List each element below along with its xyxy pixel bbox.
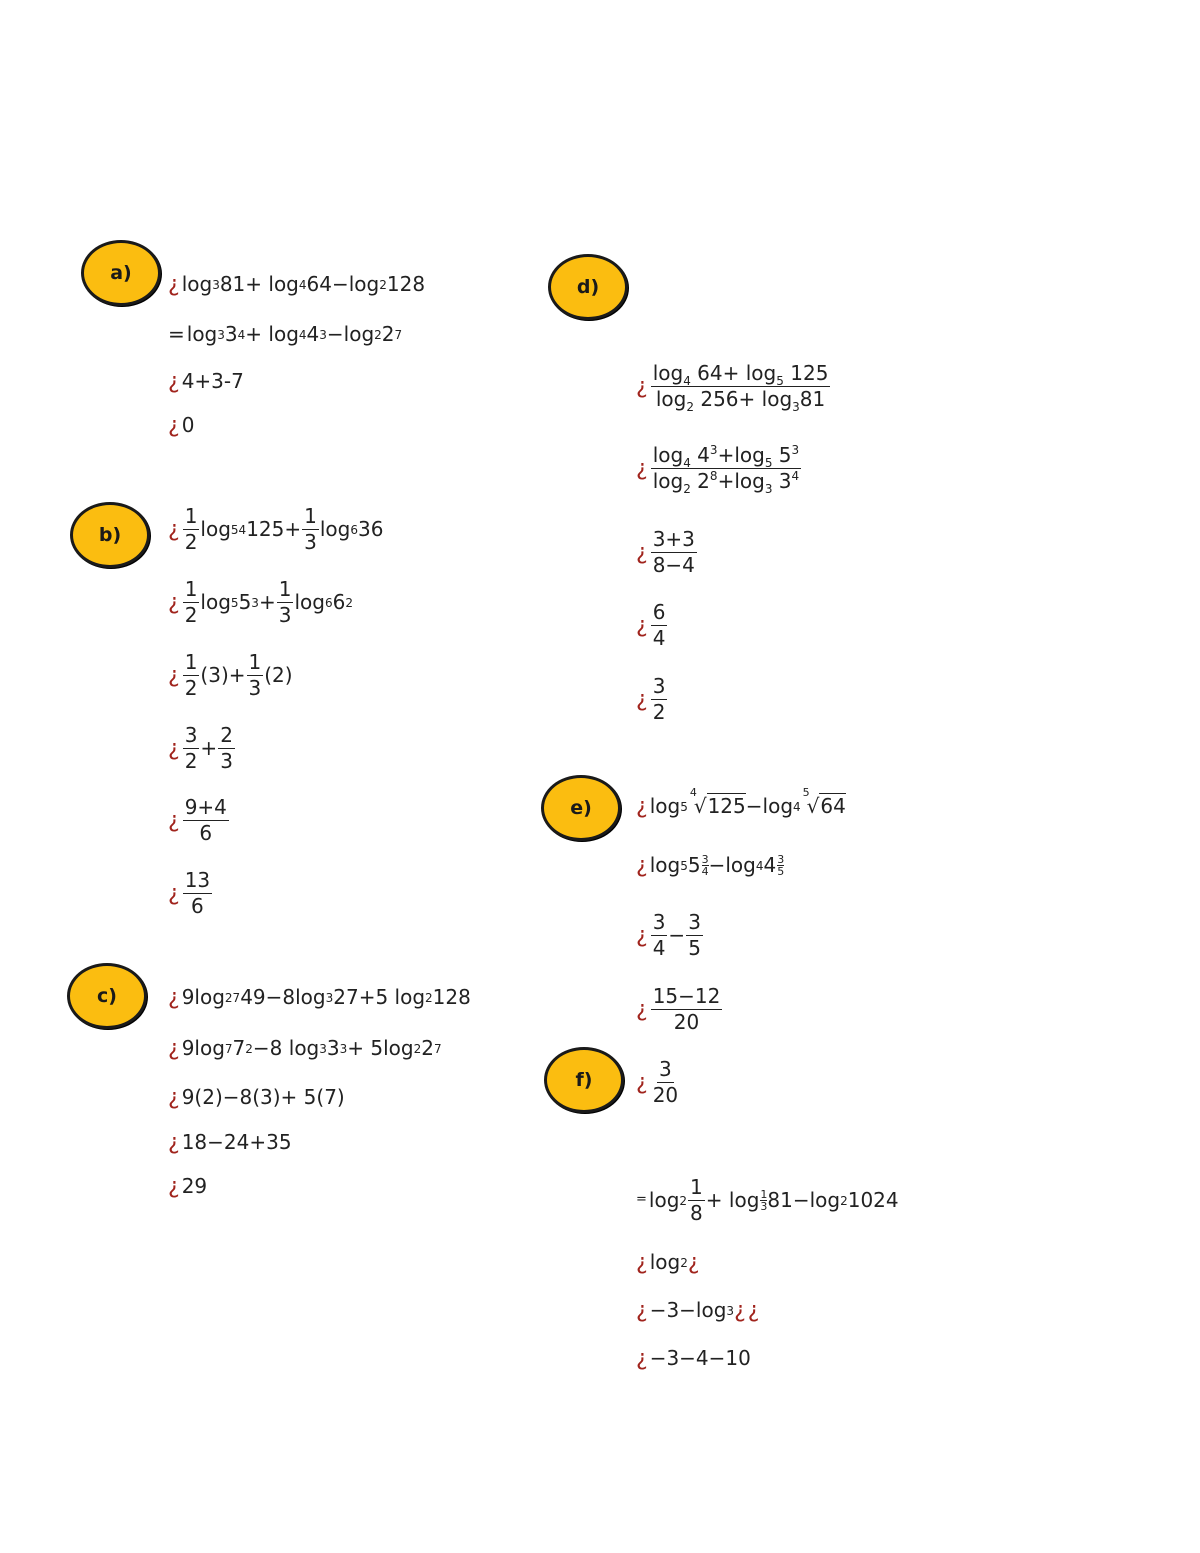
denominator: 5 [777, 865, 785, 879]
text: log [181, 272, 213, 297]
inverted-question-mark: ¿ [636, 1298, 648, 1323]
numerator: 1 [184, 504, 198, 528]
inverted-question-mark: ¿ [636, 996, 648, 1022]
text: log [652, 443, 684, 467]
inverted-question-mark: ¿ [636, 1346, 648, 1371]
exponent: 8 [709, 469, 718, 483]
text: + [200, 736, 218, 760]
text: 4 [690, 443, 710, 467]
log-base: 4 [683, 374, 691, 388]
inverted-question-mark: ¿ [636, 794, 648, 819]
text: −log [326, 322, 375, 346]
inverted-question-mark: ¿ [168, 1036, 180, 1061]
text: 4 [763, 853, 777, 878]
text: log [186, 322, 218, 346]
denominator: 4 [701, 865, 709, 879]
inverted-question-mark: ¿ [168, 985, 180, 1010]
fraction [247, 651, 264, 700]
b-line-4 [168, 724, 236, 773]
fraction [688, 1176, 705, 1225]
inverted-question-mark: ¿ [636, 1069, 648, 1095]
fraction [183, 505, 200, 554]
text: + log [705, 1188, 760, 1212]
denominator: 2 [184, 603, 198, 627]
fractional-exponent [702, 854, 709, 877]
root-index: 5 [802, 786, 810, 800]
b-line-5 [168, 796, 230, 845]
inverted-question-mark: ¿ [168, 662, 180, 688]
a-line-2: = log 3 3 4 + log 4 4 3 −log 2 2 7 [168, 322, 403, 346]
text: 49−8log [240, 985, 326, 1010]
text: 4+3-7 [181, 369, 244, 394]
inverted-question-mark: ¿ [168, 272, 180, 297]
log-base: 3 [792, 400, 800, 414]
numerator: 3 [701, 853, 709, 867]
numerator: 3 [184, 723, 198, 747]
text: log [649, 853, 681, 878]
numerator: 1 [184, 650, 198, 674]
fraction [183, 869, 212, 918]
text: log [319, 517, 351, 541]
numerator: 3 [777, 853, 785, 867]
text: 18−24+35 [181, 1130, 292, 1155]
c-line-2: ¿ 9log 7 7 2 −8 log 3 3 3 + 5log 2 2 7 [168, 1036, 442, 1061]
text: +log [717, 443, 765, 467]
text: 3 [772, 469, 792, 493]
fraction [651, 528, 697, 577]
text: 4 [306, 322, 320, 346]
inverted-question-mark: ¿ [636, 686, 648, 712]
text: log [652, 469, 684, 493]
d-line-3 [636, 528, 698, 577]
fractional-exponent [777, 854, 784, 877]
log-base: 5 [764, 456, 773, 470]
d-line-1 [636, 361, 831, 414]
fraction [651, 1058, 680, 1107]
text: log [655, 387, 687, 411]
text: 7 [232, 1036, 246, 1061]
nth-root [802, 786, 846, 819]
exponent: 4 [791, 469, 800, 483]
numerator: 1 [690, 1175, 703, 1199]
denominator: 2 [652, 700, 666, 724]
numerator: 6 [652, 600, 666, 624]
inverted-question-mark: ¿ [636, 539, 648, 565]
text: −log [708, 853, 756, 878]
text: log [200, 590, 231, 614]
denominator: 3 [220, 749, 233, 773]
inverted-question-mark: ¿ [636, 373, 648, 399]
numerator: 3 [688, 910, 701, 934]
text: 2 [421, 1036, 434, 1061]
fraction [183, 724, 200, 773]
b-line-2: ¿ $\frac{1}{2}$ log 5 5 3 + $\frac{1}{3}$ log 6 6 2 [168, 577, 353, 627]
log-base: 2 [686, 400, 694, 414]
inverted-question-mark: ¿ [168, 735, 180, 761]
text: 128 [432, 985, 471, 1010]
numerator: 3+3 [652, 527, 695, 551]
text: 2 [690, 469, 710, 493]
inverted-question-mark: ¿ [636, 853, 648, 878]
fraction [277, 578, 294, 627]
text: 128 [386, 272, 426, 297]
inverted-question-mark: ¿ [636, 612, 648, 638]
denominator: 6 [199, 821, 213, 845]
text: 2 [381, 322, 395, 346]
fraction [302, 505, 319, 554]
denominator: 8−4 [652, 553, 695, 577]
fraction [651, 361, 831, 414]
numerator: 1 [278, 577, 292, 601]
text: 0 [181, 413, 195, 438]
exponent: 3 [791, 443, 800, 457]
text: + log [245, 322, 299, 346]
text: 9(2)−8(3)+ 5(7) [181, 1085, 345, 1110]
label-b-badge: b) [70, 502, 150, 568]
text: 3 [326, 1036, 340, 1061]
numerator: 15−12 [652, 984, 721, 1008]
text: 64−log [306, 272, 380, 297]
fraction [651, 601, 668, 650]
fraction [651, 675, 668, 724]
text: 5 [238, 590, 252, 614]
inverted-question-mark: ¿ [687, 1250, 700, 1275]
denominator: 2 [184, 676, 198, 700]
a-line-1: ¿ log 3 81+ log 4 64−log 2 128 [168, 272, 426, 297]
denominator: 2 [184, 749, 198, 773]
denominator [654, 387, 827, 414]
text: 27+5 log [333, 985, 426, 1010]
inverted-question-mark: ¿ [168, 589, 180, 615]
inverted-question-mark: ¿ [747, 1298, 760, 1323]
d-line-2 [636, 443, 802, 496]
text: (3)+ [200, 663, 246, 687]
e-line-2: ¿ log 5 5 $\frac{3}{4}$ −log 4 4 $\frac{3}{5}$ [636, 853, 785, 879]
text: log [200, 517, 231, 541]
fractional-log-base [760, 1189, 767, 1212]
denominator: 3 [760, 1200, 768, 1213]
denominator: 4 [652, 936, 666, 960]
text: 9log [181, 1036, 225, 1061]
text: 81 [799, 387, 826, 411]
numerator: 9+4 [184, 795, 227, 819]
log-base: 5 [776, 374, 784, 388]
numerator: 1 [760, 1188, 768, 1201]
text: + [258, 590, 276, 614]
numerator: 3 [652, 910, 666, 934]
text: +log [717, 469, 765, 493]
numerator: 13 [184, 868, 211, 892]
text: − [668, 923, 686, 947]
b-line-1: ¿ $\frac{1}{2}$ log 54 125+ $\frac{1}{3}$ log 6 36 [168, 504, 384, 554]
label-e-badge: e) [541, 775, 621, 841]
text: 64+ log [690, 361, 777, 385]
fraction [183, 578, 200, 627]
inverted-question-mark: ¿ [636, 922, 648, 948]
inverted-question-mark: ¿ [168, 807, 180, 833]
radical-icon: √ [693, 794, 707, 819]
fraction [651, 911, 668, 960]
text: −3−log [649, 1298, 727, 1323]
f-line-3: ¿ −3−log 3 ¿ ¿ [636, 1298, 760, 1323]
e-line-1: ¿ log 5 4 √125 −log 4 5 √64 [636, 786, 846, 819]
text: (2) [264, 663, 293, 687]
text: 5 [687, 853, 701, 878]
text: −3−4−10 [649, 1346, 751, 1371]
numerator [651, 444, 802, 469]
fraction [183, 796, 229, 845]
inverted-question-mark: ¿ [168, 516, 180, 542]
denominator: 4 [652, 626, 666, 650]
label-f-badge: f) [544, 1047, 624, 1113]
denominator: 20 [652, 1083, 679, 1107]
log-base: 2 [683, 482, 691, 496]
c-line-4 [168, 1130, 292, 1155]
e-line-5 [636, 1058, 681, 1107]
inverted-question-mark: ¿ [168, 369, 180, 394]
fraction [686, 911, 703, 960]
fraction [218, 724, 235, 773]
f-line-1: = log 2 $\frac{1}{8}$ + log $\frac{1}{3}$ 81−log 2 1024 [636, 1175, 899, 1225]
denominator: 5 [688, 936, 701, 960]
text: 36 [358, 517, 384, 541]
inverted-question-mark: ¿ [168, 1130, 180, 1155]
text: log [652, 361, 684, 385]
d-line-5 [636, 675, 668, 724]
inverted-question-mark: ¿ [168, 413, 180, 438]
numerator: 1 [304, 504, 317, 528]
radicand: 64 [820, 794, 846, 819]
denominator: 3 [248, 676, 262, 700]
text: 125+ [246, 517, 302, 541]
text: log [294, 590, 325, 614]
text: log [648, 1188, 680, 1212]
inverted-question-mark: ¿ [636, 1250, 648, 1275]
c-line-3 [168, 1085, 345, 1110]
text: 3 [224, 322, 238, 346]
fraction [651, 443, 802, 496]
d-line-4 [636, 601, 668, 650]
inverted-question-mark: ¿ [734, 1298, 746, 1323]
e-line-4 [636, 985, 723, 1034]
inverted-question-mark: ¿ [636, 455, 648, 481]
label-a-badge: a) [81, 240, 161, 306]
denominator: 3 [304, 530, 317, 554]
f-line-4 [636, 1346, 751, 1371]
denominator: 8 [690, 1201, 703, 1225]
text: −8 log [252, 1036, 320, 1061]
numerator: 1 [184, 577, 198, 601]
numerator: 3 [659, 1057, 672, 1081]
text: 81−log [767, 1188, 841, 1212]
inverted-question-mark: ¿ [168, 880, 180, 906]
denominator [651, 469, 802, 496]
equals-sign: = [168, 322, 185, 346]
text: 1024 [847, 1188, 899, 1212]
text: 6 [332, 590, 346, 614]
text: 81+ log [219, 272, 299, 297]
fraction [651, 985, 723, 1034]
numerator: 3 [652, 674, 666, 698]
a-line-3 [168, 369, 244, 394]
log-base: 4 [683, 456, 691, 470]
label-d-badge: d) [548, 254, 628, 320]
exponent: 3 [709, 443, 718, 457]
fraction [183, 651, 200, 700]
numerator [651, 362, 831, 387]
denominator: 20 [673, 1010, 700, 1034]
f-line-2: ¿ log 2 ¿ [636, 1250, 700, 1275]
text: log [649, 1250, 681, 1275]
nth-root [689, 786, 746, 819]
radical-icon: √ [806, 794, 820, 819]
text: 125 [783, 361, 829, 385]
text: + 5log [347, 1036, 414, 1061]
b-line-6 [168, 869, 213, 918]
a-line-4 [168, 413, 194, 438]
c-line-1: ¿ 9log 27 49−8log 3 27+5 log 2 128 [168, 985, 471, 1010]
numerator: 2 [220, 723, 233, 747]
numerator: 1 [248, 650, 262, 674]
denominator: 3 [278, 603, 292, 627]
inverted-question-mark: ¿ [168, 1174, 180, 1199]
text: 29 [181, 1174, 208, 1199]
text: 5 [772, 443, 792, 467]
text: log [649, 794, 681, 819]
equals-sign: = [636, 1192, 647, 1208]
text: 9log [181, 985, 225, 1010]
denominator: 6 [191, 894, 204, 918]
text: 256+ log [694, 387, 793, 411]
e-line-3 [636, 911, 704, 960]
log-base: 3 [764, 482, 773, 496]
label-c-badge: c) [67, 963, 147, 1029]
inverted-question-mark: ¿ [168, 1085, 180, 1110]
root-index: 4 [689, 786, 697, 800]
denominator: 2 [184, 530, 198, 554]
c-line-5 [168, 1174, 207, 1199]
text: −log [745, 794, 794, 819]
radicand: 125 [707, 794, 746, 819]
b-line-3 [168, 651, 293, 700]
